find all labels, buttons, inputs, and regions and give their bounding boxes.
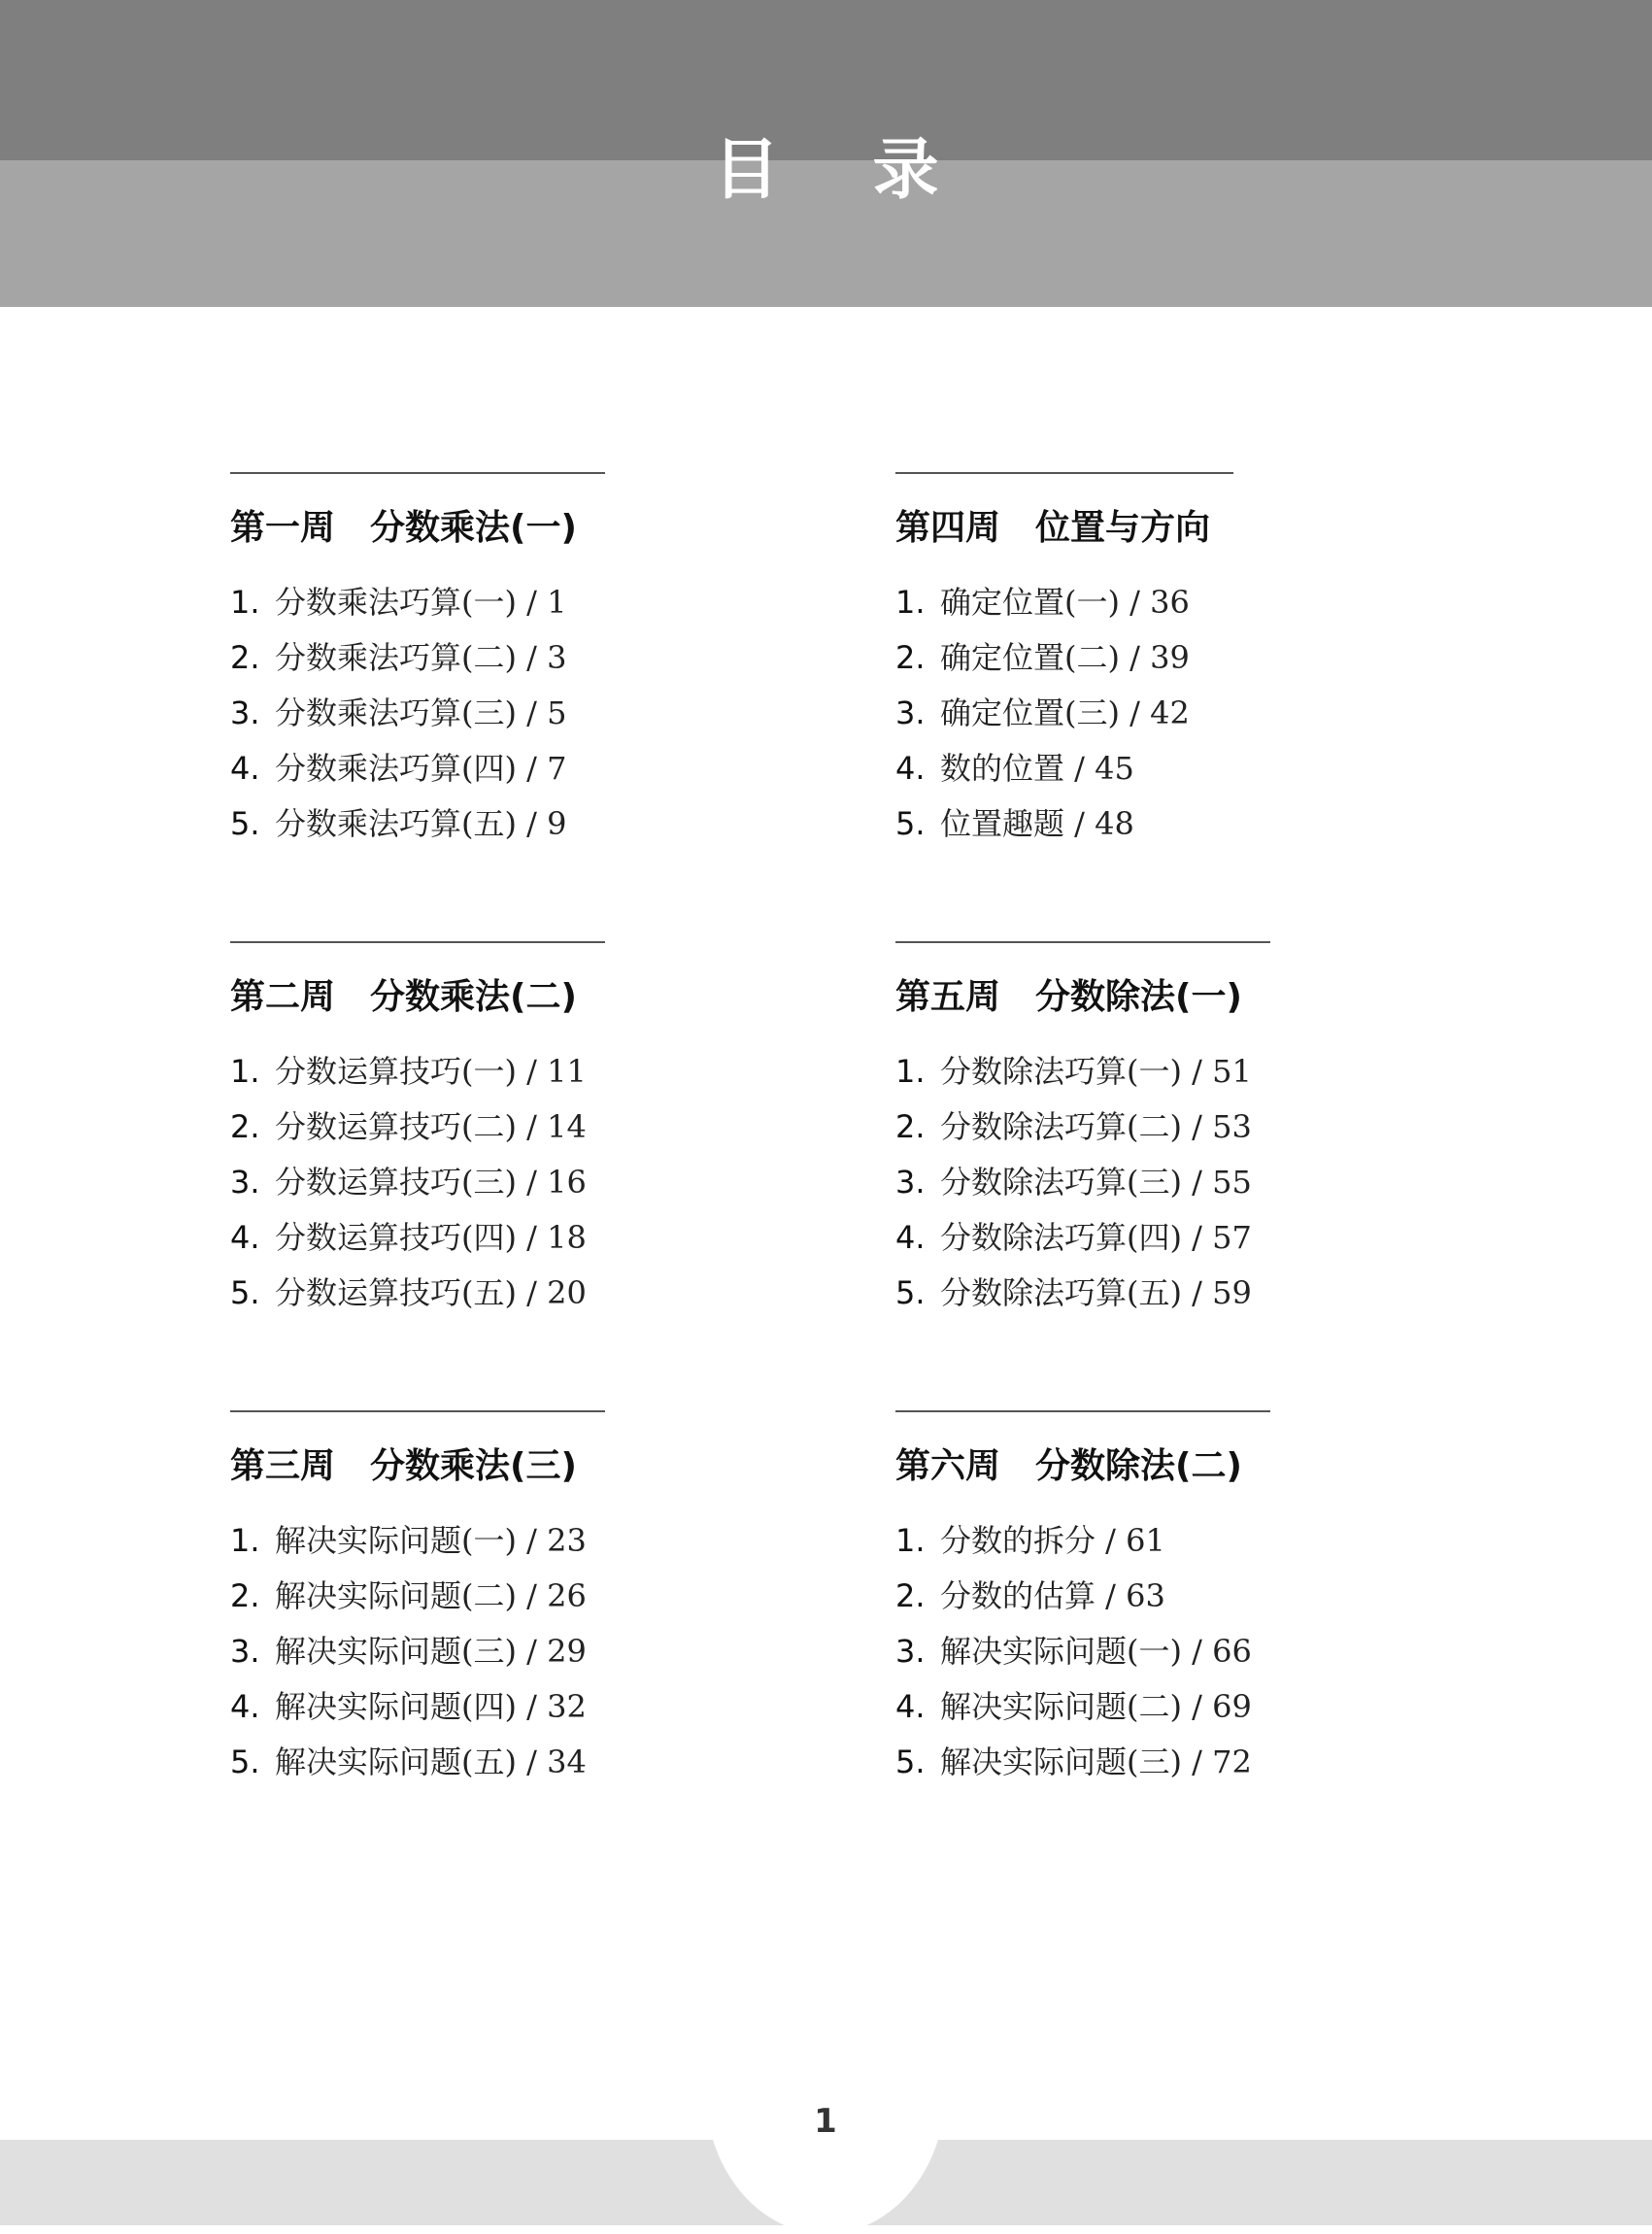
toc-item-number: 5.	[895, 805, 926, 842]
toc-item-number: 2.	[230, 1577, 260, 1614]
toc-item-text: 分数运算技巧(四) / 18	[275, 1219, 587, 1256]
toc-item-text: 分数的拆分 / 61	[940, 1522, 1165, 1559]
toc-item[interactable]	[230, 1513, 605, 1569]
toc-item[interactable]	[230, 741, 605, 796]
toc-item[interactable]	[230, 630, 605, 686]
toc-item-text: 解决实际问题(三) / 72	[940, 1743, 1252, 1780]
toc-list	[230, 575, 605, 852]
toc-section-week-4	[895, 472, 1233, 852]
toc-item-text: 分数乘法巧算(一) / 1	[275, 584, 567, 621]
toc-item[interactable]	[230, 1569, 605, 1624]
toc-item-number: 2.	[895, 1577, 926, 1614]
toc-item-number: 2.	[895, 1108, 926, 1145]
section-divider	[230, 472, 605, 474]
toc-item-number: 4.	[230, 1219, 260, 1256]
toc-item[interactable]	[895, 1266, 1270, 1321]
toc-item-text: 分数乘法巧算(三) / 5	[275, 694, 567, 731]
toc-item-number: 4.	[895, 1219, 926, 1256]
toc-item[interactable]	[895, 1044, 1270, 1100]
toc-item-number: 2.	[230, 639, 260, 676]
toc-item-number: 4.	[895, 750, 926, 787]
toc-item-text: 解决实际问题(二) / 26	[275, 1577, 587, 1614]
section-heading: 第五周 分数除法(一)	[895, 977, 1242, 1017]
toc-item-text: 解决实际问题(二) / 69	[940, 1688, 1252, 1725]
toc-item[interactable]	[230, 1210, 605, 1266]
toc-item-text: 确定位置(一) / 36	[940, 584, 1190, 621]
section-heading: 第六周 分数除法(二)	[895, 1446, 1242, 1486]
toc-item-text: 解决实际问题(一) / 23	[275, 1522, 587, 1559]
toc-item-number: 5.	[895, 1743, 926, 1780]
toc-item-number: 3.	[230, 1633, 260, 1670]
toc-item-number: 2.	[230, 1108, 260, 1145]
toc-item[interactable]	[230, 1624, 605, 1679]
toc-item-number: 4.	[230, 750, 260, 787]
toc-item[interactable]	[895, 1624, 1270, 1679]
toc-item[interactable]	[230, 1735, 605, 1790]
toc-list	[895, 1044, 1270, 1321]
toc-list	[895, 575, 1233, 852]
section-heading: 第四周 位置与方向	[895, 508, 1211, 548]
toc-item-text: 分数的估算 / 63	[940, 1577, 1165, 1614]
toc-item[interactable]	[895, 686, 1233, 741]
toc-item-text: 解决实际问题(五) / 34	[275, 1743, 587, 1780]
page-header	[0, 0, 1652, 307]
toc-item-text: 数的位置 / 45	[940, 750, 1134, 787]
toc-item-number: 3.	[230, 1164, 260, 1201]
toc-list	[230, 1044, 605, 1321]
page-number-circle	[705, 1943, 946, 2234]
toc-item-text: 分数乘法巧算(二) / 3	[275, 639, 567, 676]
toc-item-number: 1.	[895, 1522, 926, 1559]
toc-item-text: 分数除法巧算(一) / 51	[940, 1053, 1252, 1090]
toc-section-week-3	[230, 1410, 605, 1790]
toc-item-text: 分数运算技巧(一) / 11	[275, 1053, 587, 1090]
toc-item-text: 分数除法巧算(五) / 59	[940, 1274, 1252, 1311]
section-divider	[230, 941, 605, 943]
toc-item-number: 5.	[895, 1274, 926, 1311]
toc-item-text: 分数除法巧算(四) / 57	[940, 1219, 1252, 1256]
toc-item-number: 1.	[230, 1522, 260, 1559]
toc-item[interactable]	[895, 1735, 1270, 1790]
toc-item[interactable]	[230, 575, 605, 630]
page-number: 1	[814, 2102, 837, 2141]
toc-item-text: 分数运算技巧(三) / 16	[275, 1164, 587, 1201]
section-heading: 第二周 分数乘法(二)	[230, 977, 577, 1017]
toc-item[interactable]	[230, 686, 605, 741]
section-divider	[230, 1410, 605, 1412]
toc-item[interactable]	[895, 796, 1233, 852]
toc-item[interactable]	[230, 1100, 605, 1155]
toc-item-text: 分数运算技巧(五) / 20	[275, 1274, 587, 1311]
toc-item[interactable]	[230, 1679, 605, 1735]
section-heading: 第三周 分数乘法(三)	[230, 1446, 577, 1486]
toc-item[interactable]	[230, 1044, 605, 1100]
toc-item-text: 分数运算技巧(二) / 14	[275, 1108, 587, 1145]
section-divider	[895, 941, 1270, 943]
toc-item-number: 3.	[895, 694, 926, 731]
toc-item-text: 解决实际问题(一) / 66	[940, 1633, 1252, 1670]
toc-item-text: 分数乘法巧算(四) / 7	[275, 750, 567, 787]
toc-item[interactable]	[230, 1266, 605, 1321]
toc-item-text: 分数除法巧算(三) / 55	[940, 1164, 1252, 1201]
toc-item-number: 3.	[895, 1633, 926, 1670]
toc-item-number: 3.	[230, 694, 260, 731]
toc-item[interactable]	[230, 796, 605, 852]
toc-item-text: 解决实际问题(四) / 32	[275, 1688, 587, 1725]
toc-section-week-5	[895, 941, 1270, 1321]
toc-item-text: 确定位置(三) / 42	[940, 694, 1190, 731]
toc-item[interactable]	[895, 741, 1233, 796]
toc-item-number: 5.	[230, 805, 260, 842]
toc-item-text: 解决实际问题(三) / 29	[275, 1633, 587, 1670]
toc-item[interactable]	[895, 1210, 1270, 1266]
toc-item-number: 1.	[230, 1053, 260, 1090]
toc-item-number: 5.	[230, 1274, 260, 1311]
toc-list	[895, 1513, 1270, 1790]
toc-item[interactable]	[895, 575, 1233, 630]
toc-item-text: 确定位置(二) / 39	[940, 639, 1190, 676]
toc-item[interactable]	[895, 1569, 1270, 1624]
toc-list	[230, 1513, 605, 1790]
toc-item-text: 位置趣题 / 48	[940, 805, 1134, 842]
toc-section-week-6	[895, 1410, 1270, 1790]
toc-item[interactable]	[230, 1155, 605, 1210]
toc-item-number: 1.	[895, 1053, 926, 1090]
toc-item-text: 分数乘法巧算(五) / 9	[275, 805, 567, 842]
toc-item[interactable]	[895, 1100, 1270, 1155]
page-title: 目录	[713, 132, 1032, 209]
toc-item[interactable]	[895, 1513, 1270, 1569]
toc-item-number: 4.	[895, 1688, 926, 1725]
section-heading: 第一周 分数乘法(一)	[230, 508, 577, 548]
toc-section-week-1	[230, 472, 605, 852]
toc-item-number: 1.	[895, 584, 926, 621]
toc-item[interactable]	[895, 1155, 1270, 1210]
toc-item-text: 分数除法巧算(二) / 53	[940, 1108, 1252, 1145]
section-divider	[895, 1410, 1270, 1412]
toc-item-number: 1.	[230, 584, 260, 621]
toc-item-number: 5.	[230, 1743, 260, 1780]
toc-item[interactable]	[895, 630, 1233, 686]
toc-item-number: 4.	[230, 1688, 260, 1725]
toc-item-number: 3.	[895, 1164, 926, 1201]
section-divider	[895, 472, 1233, 474]
toc-section-week-2	[230, 941, 605, 1321]
toc-item[interactable]	[895, 1679, 1270, 1735]
toc-item-number: 2.	[895, 639, 926, 676]
